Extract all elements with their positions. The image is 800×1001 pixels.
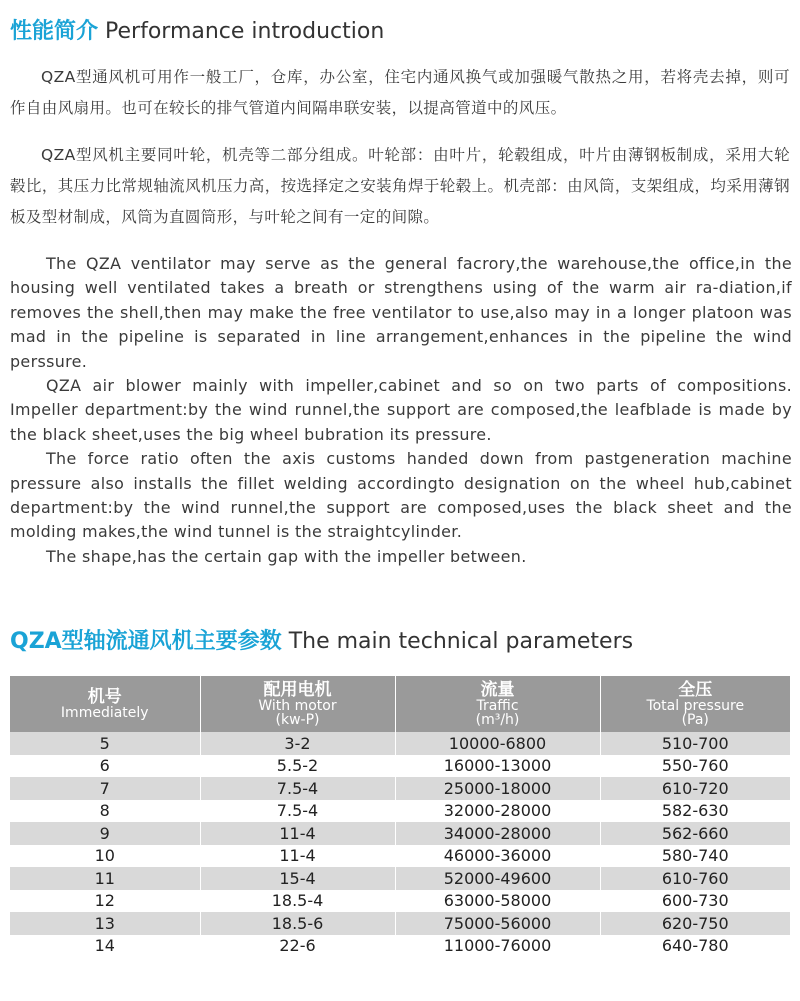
table-row [10,867,790,890]
table-row [10,912,790,935]
header-cn: 配用电机 [263,680,332,700]
header-pressure [600,676,790,732]
table-row [10,800,790,823]
cell-pressure: 610-720 [600,777,790,800]
cell-pressure: 580-740 [600,845,790,868]
header-unit: (kw-P) [275,712,320,728]
cell-motor: 7.5-4 [200,800,395,823]
cell-model: 5 [10,732,200,755]
table-row [10,777,790,800]
header-cn: 全压 [678,680,713,700]
cell-model: 10 [10,845,200,868]
en-paragraph: The force ratio often the axis customs handed down from pastgeneration machine pressure also installs the fillet welding accordingto designation on the wheel hub,cabinet department:by the wind runnel,the support are composed,uses the black sheet and the molding makes,the wind tunnel is the straightcylinder. [10,449,792,542]
cell-motor: 15-4 [200,867,395,890]
cell-traffic: 32000-28000 [395,800,600,823]
table-row [10,732,790,755]
heading-cn: QZA型轴流通风机主要参数 [10,629,282,654]
cell-model: 8 [10,800,200,823]
header-en: Traffic [476,698,519,714]
header-en: Total pressure [646,698,745,714]
header-unit: (m³/h) [475,712,520,728]
en-description [10,252,792,569]
en-paragraph: QZA air blower mainly with impeller,cabinet and so on two parts of compositions. Impeller department:by the wind runnel,the support are composed,the leafblade is made by the black sheet,uses the big wheel bubration its pressure. [10,376,792,444]
cell-model: 9 [10,822,200,845]
cell-model: 11 [10,867,200,890]
header-traffic [395,676,600,732]
cell-model: 7 [10,777,200,800]
table-row [10,845,790,868]
cell-traffic: 63000-58000 [395,890,600,913]
cell-pressure: 610-760 [600,867,790,890]
cell-pressure: 620-750 [600,912,790,935]
cell-motor: 18.5-4 [200,890,395,913]
header-cn: 流量 [480,680,515,700]
parameters-table [10,676,790,957]
cell-model: 13 [10,912,200,935]
cell-motor: 11-4 [200,845,395,868]
cell-model: 14 [10,935,200,958]
parameters-heading [10,624,633,655]
cell-pressure: 562-660 [600,822,790,845]
heading-en: Performance introduction [105,19,385,44]
cell-traffic: 46000-36000 [395,845,600,868]
cell-model: 6 [10,755,200,778]
cn-paragraph: QZA型通风机可用作一般工厂，仓库，办公室，住宅内通风换气或加强暖气散热之用，若将壳去掉，则可作自由风扇用。也可在较长的排气管道内间隔串联安装，以提高管道中的风压。 [10,68,790,117]
en-paragraph: The shape,has the certain gap with the impeller between. [46,546,527,566]
table-row [10,755,790,778]
cell-traffic: 34000-28000 [395,822,600,845]
cell-traffic: 10000-6800 [395,732,600,755]
heading-en: The main technical parameters [288,629,634,654]
cell-motor: 7.5-4 [200,777,395,800]
cell-motor: 5.5-2 [200,755,395,778]
cell-pressure: 510-700 [600,732,790,755]
cell-motor: 22-6 [200,935,395,958]
performance-heading [10,14,384,45]
table-header-row [10,676,790,732]
header-en: With motor [258,698,337,714]
cell-traffic: 75000-56000 [395,912,600,935]
table-row [10,890,790,913]
cell-traffic: 16000-13000 [395,755,600,778]
header-en: Immediately [60,705,149,721]
table-row [10,822,790,845]
cell-motor: 11-4 [200,822,395,845]
header-motor [200,676,395,732]
heading-cn: 性能简介 [10,19,99,44]
cell-traffic: 11000-76000 [395,935,600,958]
cn-paragraph: QZA型风机主要同叶轮，机壳等二部分组成。叶轮部：由叶片，轮毂组成，叶片由薄钢板制成，采用大轮毂比，其压力比常规轴流风机压力高，按选择定之安装角焊于轮毂上。机壳部：由风筒，支架组成，均采用薄钢板及型材制成，风筒为直圆筒形，与叶轮之间有一定的间隙。 [10,146,790,226]
cell-pressure: 640-780 [600,935,790,958]
cell-traffic: 25000-18000 [395,777,600,800]
header-cn: 机号 [87,687,122,707]
header-model [10,676,200,732]
table-row [10,935,790,958]
en-paragraph: The QZA ventilator may serve as the general facrory,the warehouse,the office,in the housing well ventilated takes a breath or strengthens using of the warm air ra-diation,if removes the shell,then may make the free ventilator to use,also may in a longer platoon was mad in the pipeline is separated in line arrangement,enhances in the pipeline the wind perssure. [10,254,792,371]
cell-pressure: 582-630 [600,800,790,823]
cell-motor: 3-2 [200,732,395,755]
cell-pressure: 600-730 [600,890,790,913]
cell-traffic: 52000-49600 [395,867,600,890]
cell-motor: 18.5-6 [200,912,395,935]
header-unit: (Pa) [681,712,709,728]
cell-pressure: 550-760 [600,755,790,778]
cell-model: 12 [10,890,200,913]
